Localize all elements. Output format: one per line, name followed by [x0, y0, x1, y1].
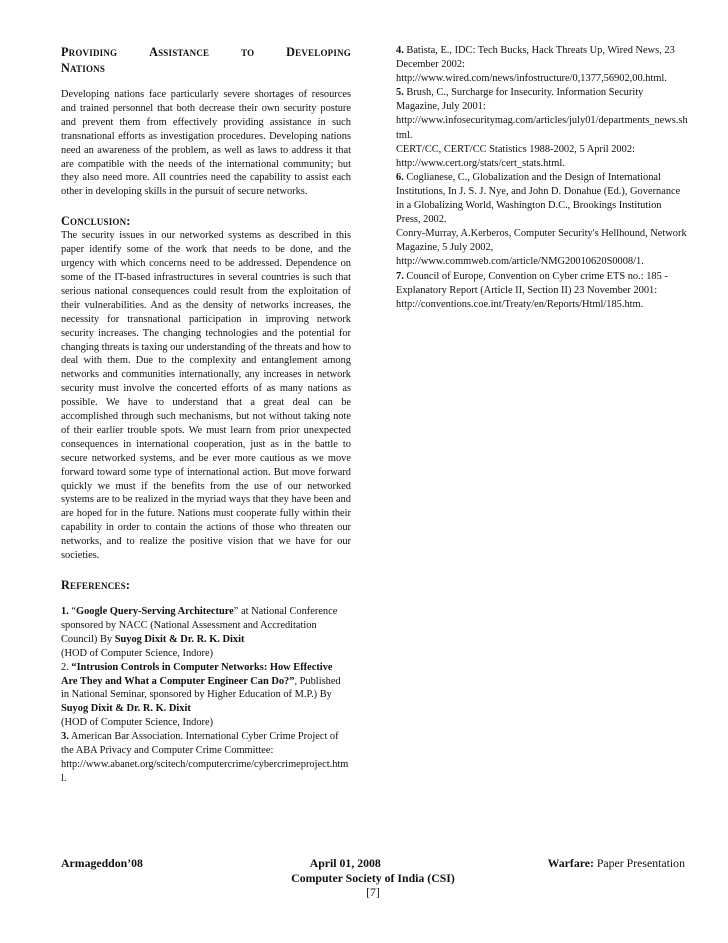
- ref-number: 7.: [396, 270, 404, 282]
- ref-text: ” at National Conference sponsored by NACC (National Assessment and Accreditation Council) By: [61, 606, 338, 645]
- ref-text: American Bar Association. International Cyber Crime Project of the ABA Privacy and Computer Crime Committee:: [61, 731, 339, 757]
- footer-date: April 01, 2008: [309, 856, 381, 870]
- heading-word: to: [241, 45, 255, 59]
- ref-number: 6.: [396, 171, 404, 183]
- reference-1: [61, 605, 351, 661]
- ref-text: (HOD of Computer Science, Indore): [61, 647, 214, 659]
- ref-title: “Intrusion Controls in Computer Networks: How Effective Are They and What a Computer Engineer Can Do?”: [61, 661, 333, 687]
- ref-authors: Suyog Dixit & Dr. R. K. Dixit: [61, 703, 191, 715]
- right-column: [396, 44, 688, 312]
- reference-7: [396, 270, 688, 312]
- heading-word: Developing: [286, 45, 351, 59]
- developing-nations-heading: [61, 44, 351, 60]
- ref-url[interactable]: http://www.infosecuritymag.com/articles/july01/departments_news.shtml.: [396, 115, 688, 141]
- ref-text: “: [68, 606, 77, 617]
- ref-number: 3.: [61, 731, 69, 743]
- reference-cert: [396, 143, 688, 171]
- ref-number: 5.: [396, 87, 404, 99]
- ref-text: , Published in National Seminar, sponsored by Higher Education of M.P.) By: [61, 675, 341, 701]
- reference-2: [61, 661, 351, 731]
- developing-nations-paragraph: Developing nations face particularly severe shortages of resources and trained personnel that both decrease their own security posture and prevent them from effectively providing assistance in such transnational efforts as investigation procedures. Developing nations need an awareness of the problem, as well as laws to address it that are compatible with the needs of the international community; but they also need more. All countries need the capability to assist each other in developing skills in the pursuit of secure networks.: [61, 89, 351, 198]
- ref-url[interactable]: http://www.commweb.com/article/NMG20010620S0008/1.: [396, 256, 644, 268]
- footer-track-value: Paper Presentation: [593, 856, 685, 870]
- ref-text: Coglianese, C., Globalization and the Design of International Institutions, In J. S. J. Nye, and John D. Donahue (Ed.), Governance in a Globalizing World, Washington D.C., Brookings Institution Press, 2002.: [396, 171, 681, 226]
- footer-organization: Computer Society of India (CSI): [291, 870, 455, 885]
- ref-text: Council of Europe, Convention on Cyber crime ETS no.: 185 - Explanatory Report (Article II, Section II) 23 November 2001:: [396, 270, 668, 296]
- ref-text: CERT/CC, CERT/CC Statistics 1988-2002, 5 April 2002:: [396, 143, 635, 155]
- conclusion-heading: Conclusion:: [61, 214, 131, 229]
- heading-word: Assistance: [149, 45, 210, 59]
- reference-3: [61, 730, 351, 786]
- footer-event: Armageddon’08: [61, 856, 143, 870]
- ref-url[interactable]: http://www.wired.com/news/infostructure/0,1377,56902,00.html.: [396, 73, 667, 85]
- ref-number: 4.: [396, 45, 404, 56]
- ref-text: (HOD of Computer Science, Indore): [61, 717, 214, 729]
- reference-4: [396, 44, 688, 86]
- ref-authors: Suyog Dixit & Dr. R. K. Dixit: [114, 633, 245, 645]
- references-heading: References:: [61, 578, 131, 592]
- footer-track: [548, 856, 685, 871]
- left-column: [61, 44, 351, 786]
- ref-url[interactable]: http://www.cert.org/stats/cert_stats.html.: [396, 157, 565, 169]
- ref-title: Google Query-Serving Architecture: [76, 606, 234, 617]
- reference-conry: [396, 227, 688, 269]
- ref-text: Conry-Murray, A.Kerberos, Computer Security's Hellhound, Network Magazine, 5 July 2002,: [396, 228, 687, 254]
- footer-row: [61, 856, 685, 871]
- ref-text: Batista, E., IDC: Tech Bucks, Hack Threats Up, Wired News, 23 December 2002:: [396, 45, 675, 71]
- ref-text: Brush, C., Surcharge for Insecurity. Information Security Magazine, July 2001:: [396, 87, 644, 113]
- ref-number: 1.: [61, 606, 69, 617]
- reference-6: [396, 171, 688, 227]
- page-number: [7]: [366, 885, 380, 899]
- developing-nations-heading-line2: Nations: [61, 61, 106, 75]
- reference-5: [396, 86, 688, 142]
- ref-url[interactable]: http://www.abanet.org/scitech/computercrime/cybercrimeproject.html.: [61, 758, 349, 784]
- footer-track-label: Warfare:: [547, 856, 594, 870]
- ref-url[interactable]: http://conventions.coe.int/Treaty/en/Reports/Html/185.htm.: [396, 298, 644, 310]
- conclusion-paragraph: The security issues in our networked systems as described in this paper identify some of the work that needs to be done, and the urgency with which concerns need to be addressed. Dependence on some of the IT-based infrastructures in several countries is such that serious national consequences could result from the exploitation of their vulnerabilities. And as the density of networks increases, the necessity for transnational participation in improving network security increases. The changing technologies and the potential for changing threats is taxing our understanding of the threats and how to deal with them. Due to the complexity and entanglement among networks and communities internationally, any increases in network security must involve the concerted efforts of as many nations as possible. We have to understand that a great deal can be accomplished through such mechanisms, but not without taking note of their earlier trouble spots. We must learn from prior unexpected consequences in international cooperation, just as in the battle to secure networked systems, and be ever more cautious as we move forward toward some type of international action. But move forward quickly we must if the benefits from the use of our networked systems are to be realized in the myriad ways that they have been and are hoped for in the future. Nations must cooperate fully within their capability in order to contain the actions of those who threaten our networks, and to realize the positive vision that we have for our societies.: [61, 230, 352, 562]
- page-footer: [61, 856, 685, 900]
- ref-number: 2.: [61, 661, 69, 673]
- heading-word: Providing: [61, 45, 118, 59]
